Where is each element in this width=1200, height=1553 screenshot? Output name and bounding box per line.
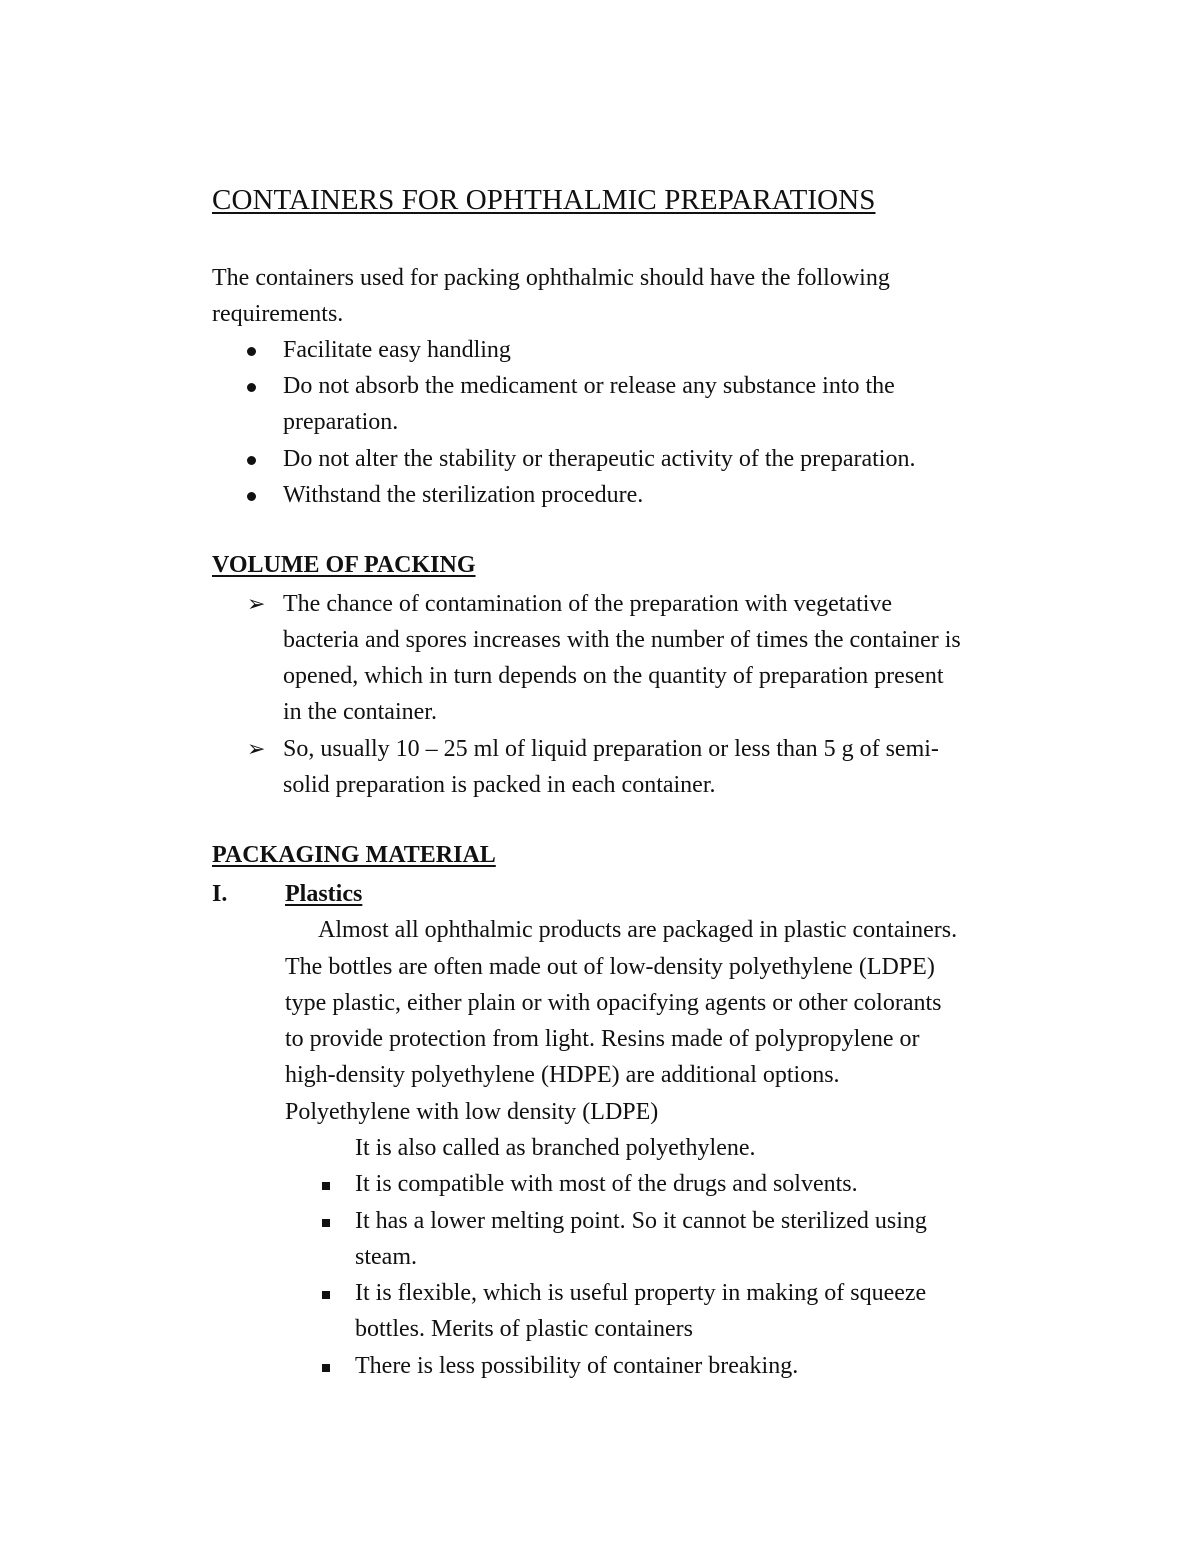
ldpe-intro: It is also called as branched polyethylene. (355, 1135, 756, 1161)
bullet-dot-icon (247, 441, 256, 477)
volume-point-cont: opened, which in turn depends on the quantity of preparation present (283, 663, 944, 689)
ldpe-point-cont: steam. (355, 1244, 417, 1270)
arrow-bullet-icon: ➢ (247, 591, 266, 616)
volume-point-cont: solid preparation is packed in each container. (283, 772, 716, 798)
ldpe-point: It is compatible with most of the drugs and solvents. (355, 1171, 858, 1197)
plastics-paragraph-line: to provide protection from light. Resins made of polypropylene or (285, 1026, 920, 1052)
volume-point-cont: bacteria and spores increases with the number of times the container is (283, 627, 961, 653)
section-number: I. (212, 881, 228, 907)
plastics-paragraph-line: Polyethylene with low density (LDPE) (285, 1099, 659, 1125)
square-bullet-icon (322, 1348, 330, 1384)
ldpe-point: There is less possibility of container breaking. (355, 1353, 799, 1379)
requirement-item: Do not absorb the medicament or release any substance into the (283, 373, 895, 399)
square-bullet-icon (322, 1203, 330, 1239)
ldpe-point: It is flexible, which is useful property in making of squeeze (355, 1280, 927, 1306)
plastics-paragraph-line: high-density polyethylene (HDPE) are additional options. (285, 1062, 840, 1088)
volume-point: The chance of contamination of the preparation with vegetative (283, 591, 893, 617)
bullet-dot-icon (247, 332, 256, 368)
plastics-paragraph-line: Almost all ophthalmic products are packaged in plastic containers. (318, 917, 958, 943)
section-heading-packaging: PACKAGING MATERIAL (212, 842, 496, 868)
intro-line-2: requirements. (212, 301, 344, 327)
ldpe-point-cont: bottles. Merits of plastic containers (355, 1316, 693, 1342)
square-bullet-icon (322, 1166, 330, 1202)
ldpe-point: It has a lower melting point. So it cannot be sterilized using (355, 1208, 927, 1234)
bullet-dot-icon (247, 368, 256, 404)
intro-line-1: The containers used for packing ophthalmic should have the following (212, 265, 890, 291)
bullet-dot-icon (247, 477, 256, 513)
requirement-item: Withstand the sterilization procedure. (283, 482, 644, 508)
section-heading-volume: VOLUME OF PACKING (212, 552, 476, 578)
requirement-item: Do not alter the stability or therapeutic activity of the preparation. (283, 446, 916, 472)
plastics-paragraph-line: The bottles are often made out of low-density polyethylene (LDPE) (285, 954, 935, 980)
square-bullet-icon (322, 1275, 330, 1311)
requirement-item-cont: preparation. (283, 409, 399, 435)
volume-point: So, usually 10 – 25 ml of liquid preparation or less than 5 g of semi- (283, 736, 939, 762)
arrow-bullet-icon: ➢ (247, 736, 266, 761)
requirement-item: Facilitate easy handling (283, 337, 511, 363)
volume-point-cont: in the container. (283, 699, 437, 725)
plastics-paragraph-line: type plastic, either plain or with opacifying agents or other colorants (285, 990, 942, 1016)
subsection-title-plastics: Plastics (285, 881, 363, 907)
page-title: CONTAINERS FOR OPHTHALMIC PREPARATIONS (212, 184, 876, 216)
